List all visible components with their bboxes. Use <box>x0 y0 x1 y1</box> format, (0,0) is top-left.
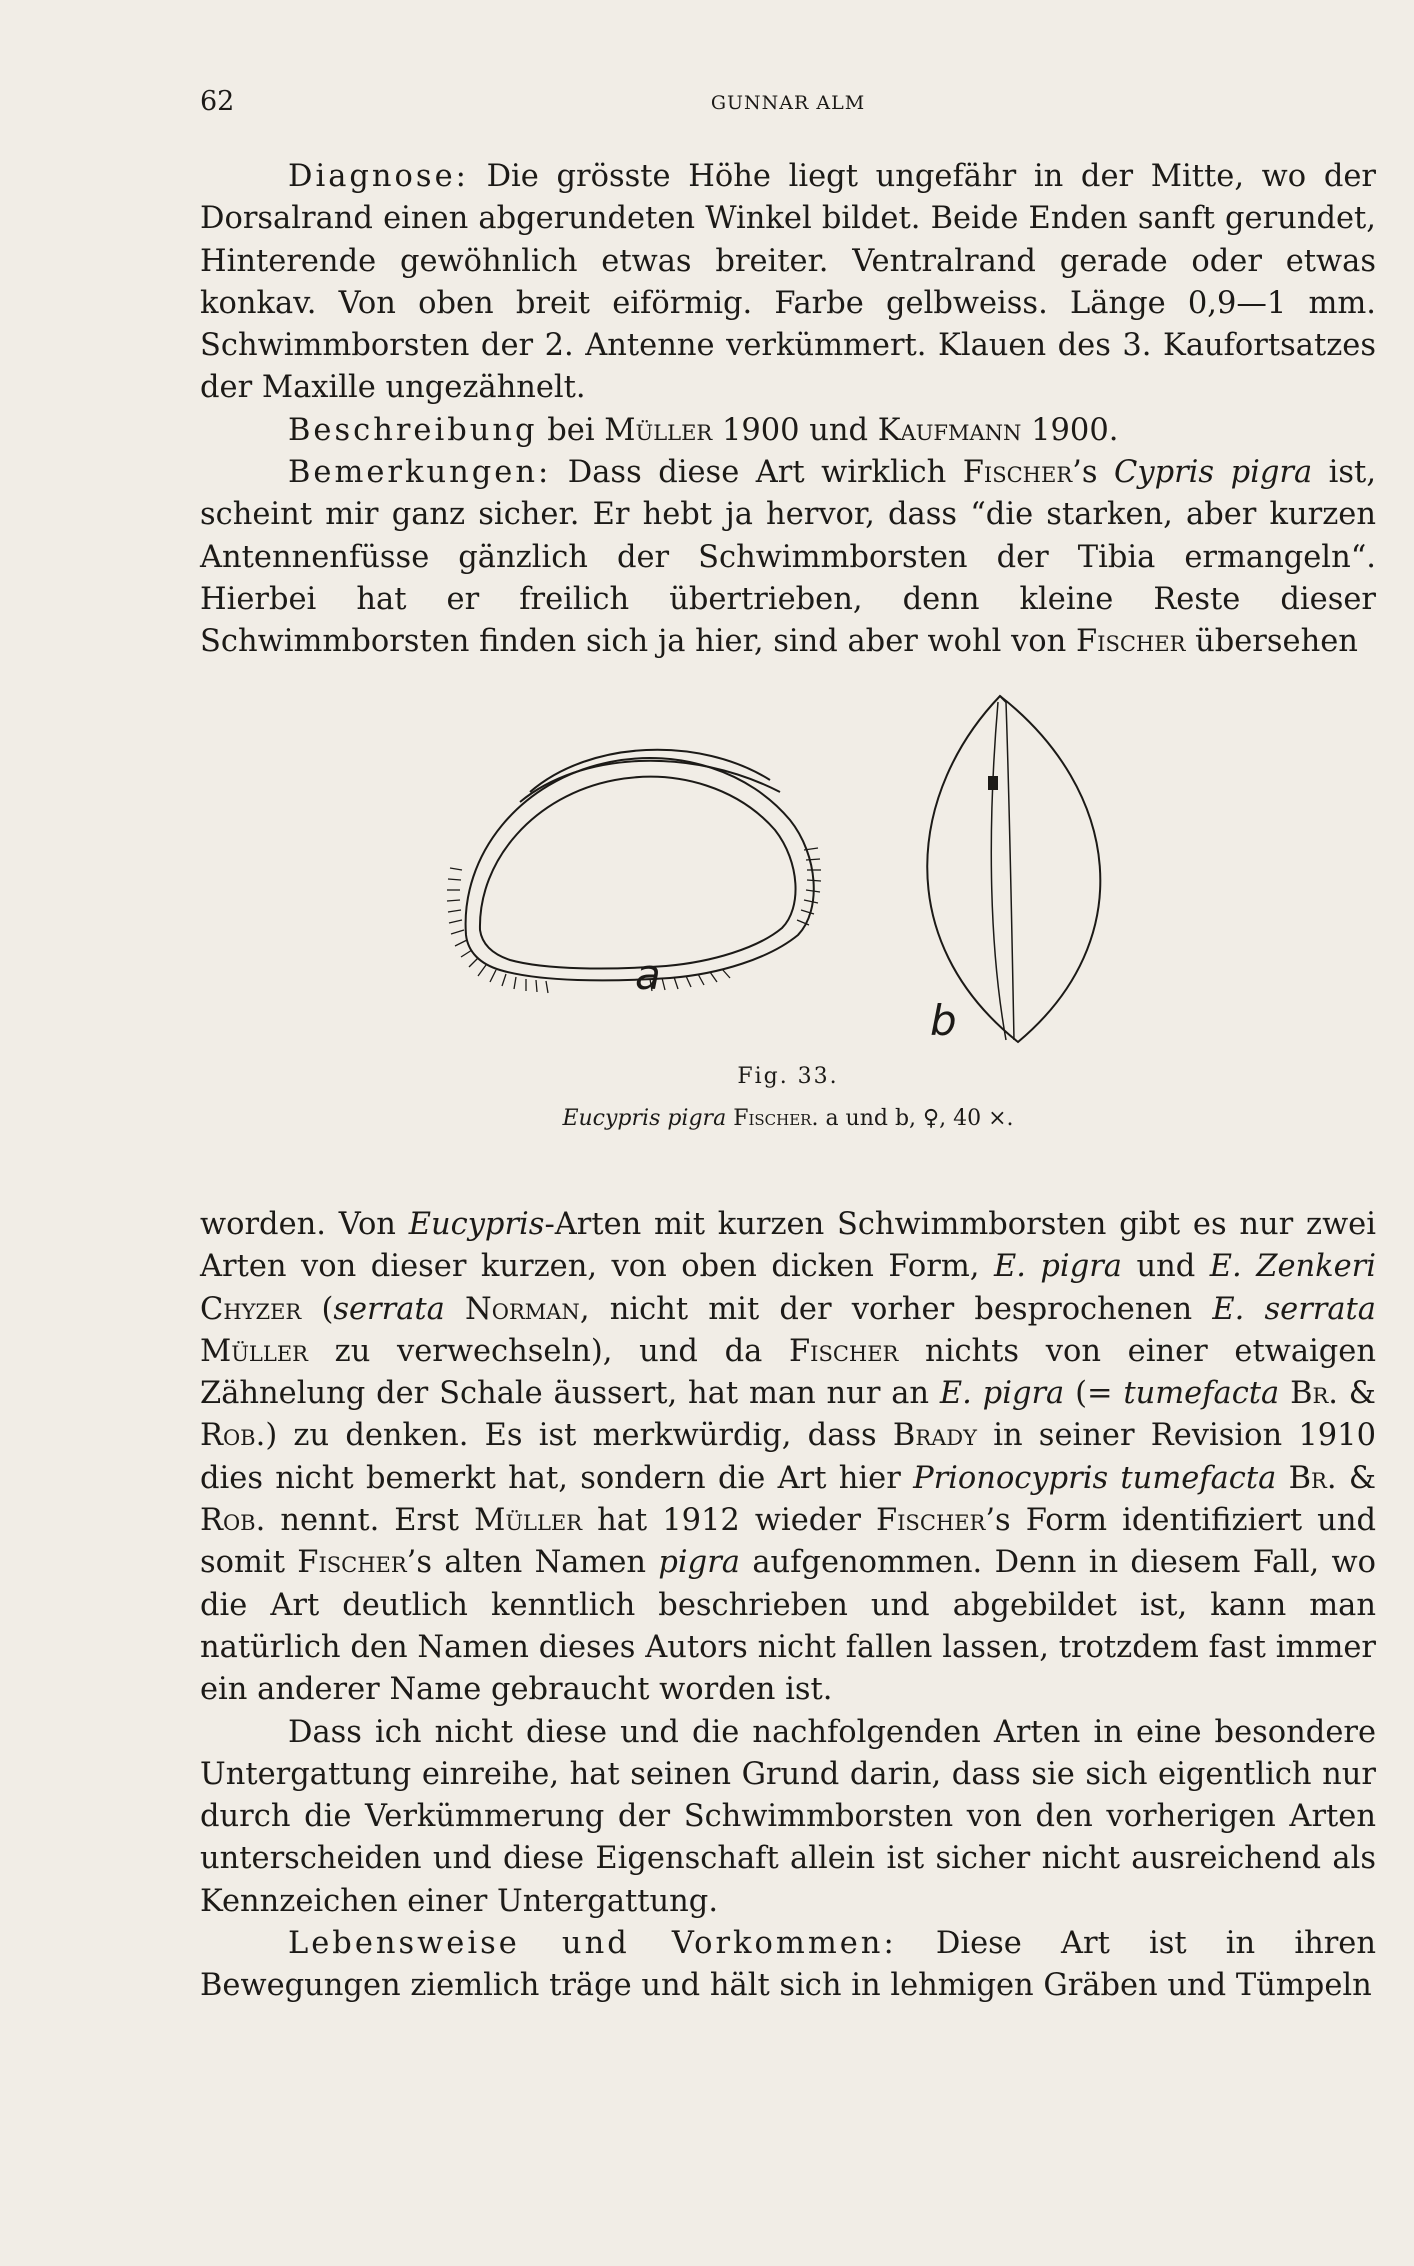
caption-details: a und b, ♀, 40 ×. <box>818 1106 1014 1131</box>
species-name: Eucypris <box>408 1207 545 1242</box>
author-name: Norman <box>465 1291 580 1327</box>
author-name: Br. <box>1290 1376 1338 1412</box>
text-run: 1900 und <box>712 412 878 448</box>
figure-label-b: b <box>930 996 957 1045</box>
shell-lateral-inner <box>480 777 796 969</box>
section-label-diagnose: Diagnose: <box>288 159 469 194</box>
author-name: Fischer <box>962 455 1073 491</box>
text-run: aufgenommen. Denn in diesem Fall, wo die Art deutlich kenntlich beschrieben und abgebildet ist, kann man natürlich den Namen dieses Autors nicht fallen lassen, trotzdem fast immer ein anderer Name gebraucht worden ist. <box>200 1545 1377 1708</box>
paragraph-diagnose <box>200 156 1376 410</box>
section-label-lebensweise: Lebensweise und Vorkommen: <box>288 1926 897 1962</box>
text-run: übersehen <box>1185 624 1358 660</box>
eye-spot <box>988 776 998 790</box>
shell-dorsal-view <box>927 696 1100 1042</box>
species-name: E. pigra <box>939 1376 1065 1412</box>
species-name: E. Zenkeri <box>1209 1249 1377 1285</box>
text-run <box>1276 1461 1288 1496</box>
text-block-upper <box>200 156 1376 664</box>
text-run: ’s Form identifiziert und somit <box>200 1503 1376 1581</box>
paragraph-bemerkungen <box>200 452 1376 663</box>
page-number: 62 <box>200 86 235 117</box>
paragraph-text: Diese Art ist in ihren Bewegungen ziemlich träge und hält sich in lehmigen Gräben und Tümpeln <box>200 1926 1377 2004</box>
author-name: Kaufmann <box>877 412 1022 448</box>
author-name: Chyzer <box>200 1291 302 1327</box>
text-run: zu verwechseln), und da <box>307 1333 789 1369</box>
text-run: in seiner Revision 1910 dies nicht bemerkt hat, sondern die Art hier <box>200 1418 1376 1496</box>
text-run: ist, scheint mir ganz sicher. Er hebt ja hervor, dass “die starken, aber kurzen Antennenfüsse gänzlich der Schwimmborsten der Tibia ermangeln“. Hierbei hat er freilich übertrieben, denn kleine Reste dieser Schwimmborsten finden sich ja hier, sind aber wohl von <box>200 455 1377 660</box>
author-name: Brady <box>892 1418 977 1454</box>
text-run: nichts von einer etwaigen Zähnelung der Schale äussert, hat man nur an <box>200 1333 1376 1412</box>
text-run: & <box>1337 1376 1376 1412</box>
figure-33 <box>440 680 1120 1100</box>
shell-dorsal-ridge <box>530 750 770 792</box>
species-name: serrata <box>333 1291 445 1327</box>
page-header <box>200 86 1376 122</box>
paragraph-continuation <box>200 1204 1376 1712</box>
text-run: & <box>1336 1460 1376 1496</box>
paragraph-text: Die grösste Höhe liegt ungefähr in der Mitte, wo der Dorsalrand einen abgerundeten Winkel bildet. Beide Enden sanft gerundet, Hinterende gewöhnlich etwas breiter. Ventralrand gerade oder etwas konkav. Von oben breit eiförmig. Farbe gelbweiss. Länge 0,9—1 mm. Schwimmborsten der 2. Antenne verkümmert. Klauen des 3. Kaufortsatzes der Maxille ungezähnelt. <box>200 159 1376 406</box>
text-run: und <box>1121 1249 1210 1285</box>
section-label-beschreibung: Beschreibung <box>288 412 538 448</box>
paragraph-lebensweise <box>200 1923 1376 2008</box>
figure-label-a: a <box>635 950 661 999</box>
author-name: Fischer <box>297 1545 407 1581</box>
author-name: Müller <box>474 1503 583 1539</box>
caption-species: Eucypris pigra <box>562 1106 727 1131</box>
text-run: , nicht mit der vorher besprochenen <box>579 1291 1213 1327</box>
author-name: Br. <box>1288 1460 1337 1496</box>
species-name: pigra <box>658 1545 740 1581</box>
text-run <box>1279 1376 1290 1411</box>
text-run: bei <box>537 412 605 448</box>
text-run: ’s <box>1072 455 1114 491</box>
paragraph-untergattung: Dass ich nicht diese und die nachfolgenden Arten in eine besondere Untergattung einreihe, hat seinen Grund darin, dass sie sich eigentlich nur durch die Verkümmerung der Schwimmborsten von den vorherigen Arten unterscheiden und diese Eigenschaft allein ist sicher nicht ausreichend als Kennzeichen einer Untergattung. <box>200 1714 1376 1919</box>
shell-lateral-outline <box>466 758 814 980</box>
text-run: 1900. <box>1021 412 1119 448</box>
ostracod-drawing <box>440 680 1120 1100</box>
species-name: Prionocypris tumefacta <box>913 1460 1277 1496</box>
text-run: ( <box>301 1291 334 1327</box>
author-name: Fischer <box>875 1503 986 1539</box>
text-run: -Arten mit kurzen Schwimmborsten gibt es nur zwei Arten von dieser kurzen, von oben dicken Form, <box>200 1207 1376 1285</box>
author-name: Rob. <box>200 1503 266 1539</box>
figure-caption <box>200 1106 1376 1131</box>
caption-author: Fischer. <box>733 1106 819 1131</box>
species-name: E. serrata <box>1212 1291 1376 1327</box>
text-block-lower <box>200 1204 1376 2008</box>
text-run: nennt. Erst <box>265 1503 475 1539</box>
author-name: Müller <box>200 1333 308 1369</box>
author-name: Fischer <box>1076 624 1186 660</box>
species-name: tumefacta <box>1123 1376 1280 1412</box>
text-run: worden. Von <box>200 1207 409 1242</box>
text-run: Dass diese Art wirklich <box>551 455 963 491</box>
author-name: Rob. <box>200 1418 266 1454</box>
species-name: E. pigra <box>993 1249 1122 1285</box>
text-run: ) zu denken. Es ist merkwürdig, dass <box>265 1418 893 1454</box>
author-name: Fischer <box>789 1333 899 1369</box>
running-head: GUNNAR ALM <box>710 92 866 114</box>
section-label-bemerkungen: Bemerkungen: <box>288 455 552 491</box>
text-run: hat 1912 wieder <box>582 1503 876 1539</box>
author-name: Müller <box>604 412 713 448</box>
species-name: Cypris pigra <box>1114 455 1313 491</box>
text-run <box>445 1292 465 1327</box>
text-run: ’s alten Namen <box>406 1545 659 1581</box>
text-run: (= <box>1064 1376 1124 1412</box>
paragraph-beschreibung <box>200 410 1376 452</box>
figure-caption-title: Fig. 33. <box>737 1064 839 1089</box>
